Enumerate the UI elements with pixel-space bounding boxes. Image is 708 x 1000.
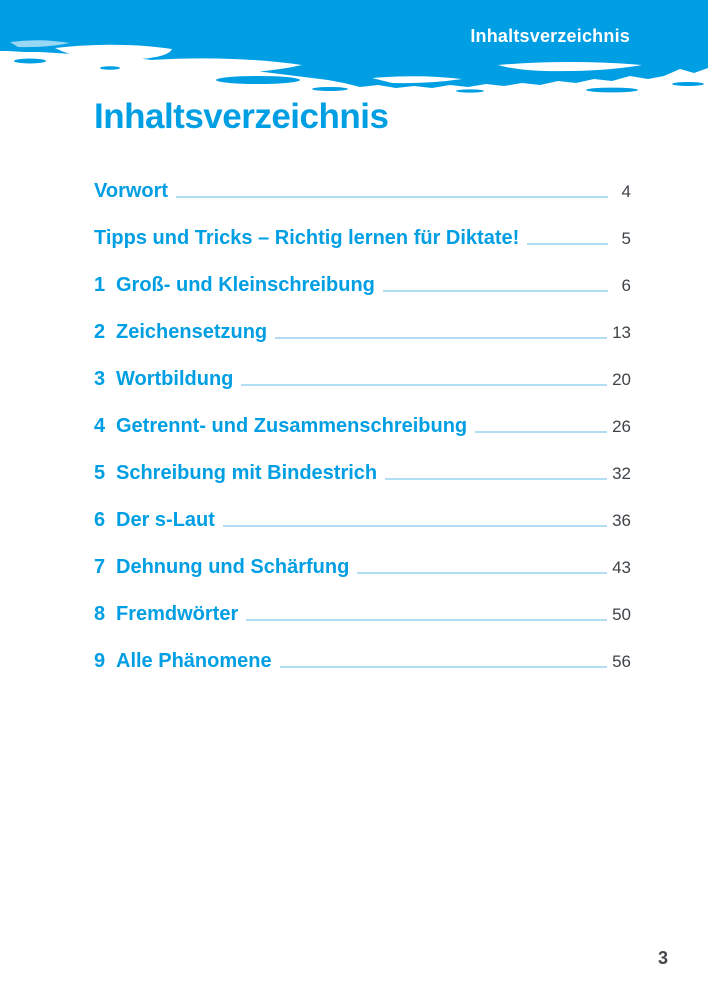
leader-line	[357, 572, 607, 574]
leader-line	[385, 478, 607, 480]
leader-line	[223, 525, 607, 527]
entry-page-number: 26	[612, 417, 631, 436]
header-band	[0, 0, 708, 100]
table-of-contents	[94, 154, 631, 671]
entry-title: Fremdwörter	[116, 603, 239, 625]
toc-entry	[94, 154, 631, 201]
folio-page-number: 3	[657, 948, 668, 968]
chapter-number: 2	[94, 321, 106, 343]
entry-page-number: 43	[612, 558, 631, 577]
toc-entry	[94, 624, 631, 671]
chapter-number: 5	[94, 462, 106, 484]
entry-page-number: 56	[612, 652, 631, 671]
leader-line	[246, 619, 607, 621]
toc-entry	[94, 483, 631, 530]
chapter-number: 1	[94, 274, 106, 296]
leader-line	[275, 337, 607, 339]
brush-stroke-graphic	[0, 0, 708, 100]
leader-line	[475, 431, 607, 433]
chapter-number: 9	[94, 650, 106, 672]
entry-page-number: 6	[621, 276, 631, 295]
toc-entry	[94, 248, 631, 295]
entry-title: Getrennt- und Zusammenschreibung	[116, 415, 468, 437]
entry-page-number: 36	[612, 511, 631, 530]
leader-line	[383, 290, 608, 292]
entry-title: Zeichensetzung	[116, 321, 268, 343]
entry-page-number: 4	[621, 182, 631, 201]
page-title: Inhaltsverzeichnis	[94, 97, 389, 136]
chapter-number: 4	[94, 415, 106, 437]
leader-line	[280, 666, 607, 668]
toc-entry	[94, 295, 631, 342]
toc-entry	[94, 577, 631, 624]
entry-title: Schreibung mit Bindestrich	[116, 462, 378, 484]
entry-title: Vorwort	[94, 180, 169, 202]
entry-title: Groß- und Kleinschreibung	[116, 274, 375, 296]
toc-entry	[94, 436, 631, 483]
leader-line	[176, 196, 608, 198]
running-head: Inhaltsverzeichnis	[470, 26, 630, 46]
chapter-number: 7	[94, 556, 106, 578]
entry-page-number: 20	[612, 370, 631, 389]
entry-page-number: 50	[612, 605, 631, 624]
entry-title: Der s-Laut	[116, 509, 215, 531]
entry-title: Wortbildung	[116, 368, 234, 390]
toc-entry	[94, 530, 631, 577]
entry-title: Dehnung und Schärfung	[116, 556, 350, 578]
entry-page-number: 13	[612, 323, 631, 342]
leader-line	[241, 384, 607, 386]
toc-entry	[94, 342, 631, 389]
toc-entry	[94, 201, 631, 248]
entry-page-number: 32	[612, 464, 631, 483]
entry-page-number: 5	[621, 229, 631, 248]
entry-title: Tipps und Tricks – Richtig lernen für Diktate!	[94, 227, 520, 249]
entry-title: Alle Phänomene	[116, 650, 272, 672]
chapter-number: 6	[94, 509, 106, 531]
leader-line	[527, 243, 608, 245]
toc-entry	[94, 389, 631, 436]
chapter-number: 8	[94, 603, 106, 625]
chapter-number: 3	[94, 368, 106, 390]
